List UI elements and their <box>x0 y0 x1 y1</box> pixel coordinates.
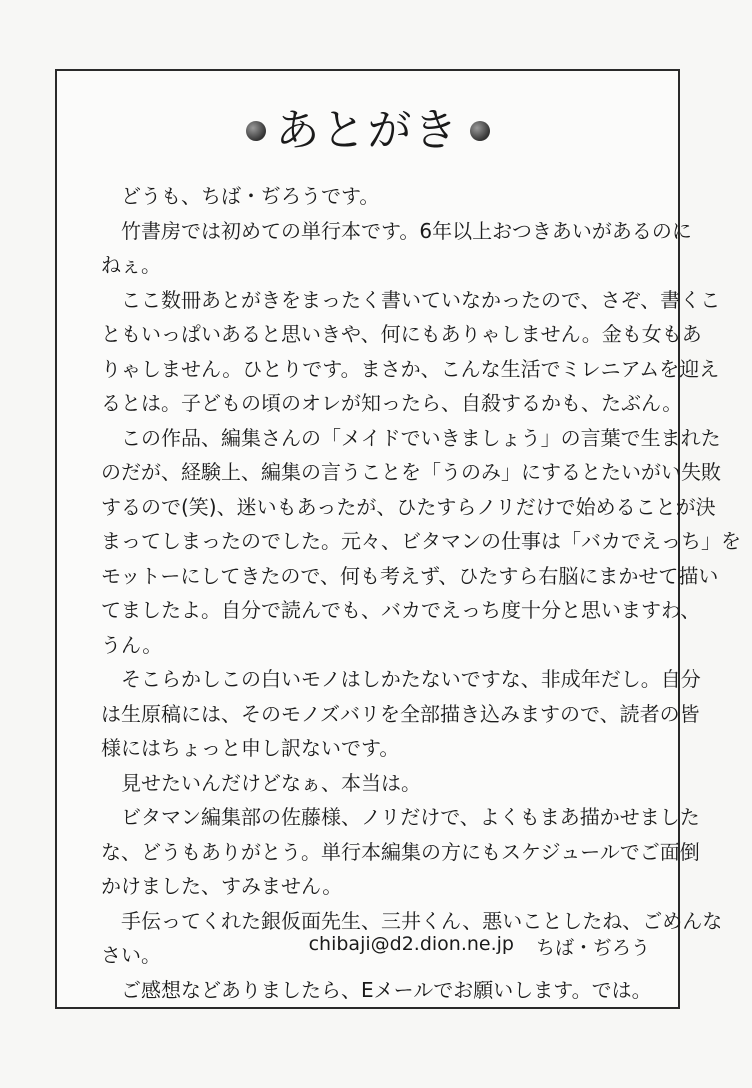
text-line: さい。 <box>101 943 161 967</box>
afterword-frame <box>55 69 741 1009</box>
text-line: モットーにしてきたので、何も考えず、ひたすら右脳にまかせて描い <box>101 563 719 588</box>
text-line: ここ数冊あとがきをまったく書いていなかったので、さぞ、書くこ <box>121 287 721 312</box>
text-line: うん。 <box>101 632 163 657</box>
text-line: ビタマン編集部の佐藤様、ノリだけで、よくもまあ描かせました <box>121 805 700 829</box>
bullet-dot-right <box>470 121 490 141</box>
text-line: 様にはちょっと申し訳ないです。 <box>101 736 400 760</box>
text-line: かけました、すみません。 <box>101 874 343 898</box>
text-line: どうも、ちば・ぢろうです。 <box>121 184 380 208</box>
text-line: な、どうもありがとう。単行本編集の方にもスケジュールでご面倒 <box>101 839 700 864</box>
page-title: あとがき <box>275 105 460 156</box>
text-line: のだが、経験上、編集の言うことを「うのみ」にするとたいがい失敗 <box>101 460 721 484</box>
signature <box>309 933 650 960</box>
text-line: りゃしません。ひとりです。まさか、こんな生活でミレニアムを迎え <box>101 356 720 381</box>
text-line: ねぇ。 <box>101 253 161 277</box>
text-line: そこらかしこの白いモノはしかたないですな、非成年だし。自分 <box>121 667 701 691</box>
text-line: まってしまったのでした。元々、ビタマンの仕事は「バカでえっち」を <box>101 529 741 553</box>
author-name: ちば・ぢろう <box>535 937 650 959</box>
text-line: てましたよ。自分で読んでも、バカでえっち度十分と思いますわ、 <box>101 598 701 622</box>
text-line: ともいっぱいあると思いきや、何にもありゃしません。金も女もあ <box>101 322 702 346</box>
author-email: chibaji@d2.dion.ne.jp <box>308 933 514 955</box>
text-line: 竹書房では初めての単行本です。6年以上おつきあいがあるのに <box>121 218 692 243</box>
title-row <box>57 101 678 161</box>
bullet-dot-left <box>246 121 266 141</box>
text-line: るとは。子どもの頃のオレが知ったら、自殺するかも、たぶん。 <box>101 391 683 415</box>
text-line: 手伝ってくれた銀仮面先生、三井くん、悪いことしたね、ごめんな <box>121 908 723 933</box>
text-line: ご感想などありましたら、Eメールでお願いします。では。 <box>121 977 652 1002</box>
text-line: するので(笑)、迷いもあったが、ひたすらノリだけで始めることが決 <box>101 494 716 519</box>
text-line: 見せたいんだけどなぁ、本当は。 <box>121 770 421 795</box>
text-line: は生原稿には、そのモノズバリを全部描き込みますので、読者の皆 <box>101 701 700 726</box>
text-line: この作品、編集さんの「メイドでいきましょう」の言葉で生まれた <box>121 425 721 450</box>
afterword-body <box>101 179 741 1007</box>
